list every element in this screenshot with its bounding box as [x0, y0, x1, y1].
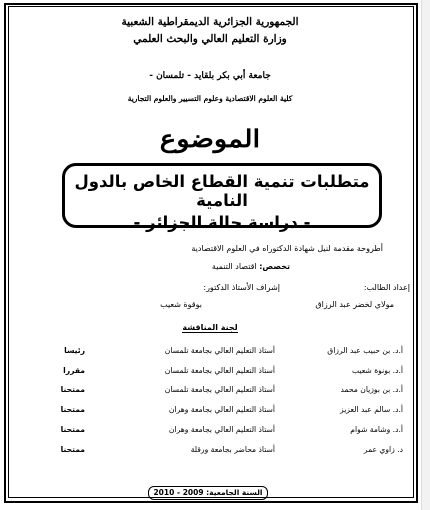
- member-name: أ.د. وشامة شوام: [350, 425, 403, 434]
- committee-title-text: لجنة المناقشة: [182, 323, 238, 332]
- student-label: إعداد الطالب:: [363, 283, 410, 292]
- member-role: ممتحنا: [60, 445, 85, 454]
- header-ministry: وزارة التعليم العالي والبحث العلمي: [133, 33, 287, 45]
- member-role: مقررا: [63, 366, 85, 375]
- thesis-note: أطروحة مقدمة لنيل شهادة الدكتوراه في العلوم الاقتصادية: [191, 244, 383, 253]
- student-name: مولاي لخضر عبد الرزاق: [315, 300, 394, 309]
- committee-row: [18, 346, 403, 364]
- specialization: [212, 262, 290, 271]
- supervisor-name: بوقوة شعيب: [160, 300, 202, 309]
- thesis-title: متطلبات تنمية القطاع الخاص بالدول النامية: [74, 172, 370, 210]
- committee-row: [18, 425, 403, 443]
- member-rank: أستاذ محاضر بجامعة ورقلة: [190, 445, 275, 454]
- member-rank: أستاذ التعليم العالي بجامعة وهران: [168, 405, 275, 414]
- member-role: ممتحنا: [60, 425, 85, 434]
- member-name: أ.د. سالم عبد العزيز: [340, 405, 403, 414]
- member-role: رئيسا: [64, 346, 85, 355]
- vertical-scrollbar[interactable]: [421, 0, 430, 510]
- member-rank: أستاذ التعليم العالي بجامعة تلمسان: [164, 385, 275, 394]
- member-rank: أستاذ التعليم العالي بجامعة تلمسان: [164, 366, 275, 375]
- specialization-value: اقتصاد التنمية: [211, 262, 257, 271]
- thesis-subtitle: - دراسة حالة الجزائر -: [133, 213, 311, 232]
- committee-row: [18, 445, 403, 463]
- committee-row: [18, 385, 403, 403]
- member-name: أ.د. بونوة شعيب: [352, 366, 403, 375]
- header-university: جامعة أبي بكر بلقايد - تلمسان -: [149, 71, 271, 81]
- supervisor-label: إشراف الأستاذ الدكتور:: [203, 283, 280, 292]
- committee-row: [18, 366, 403, 384]
- member-role: ممتحنا: [60, 405, 85, 414]
- committee-title: [0, 323, 420, 332]
- member-role: ممتحنا: [60, 385, 85, 394]
- member-rank: أستاذ التعليم العالي بجامعة تلمسان: [164, 346, 275, 355]
- topic-label: الموضوع: [159, 124, 261, 153]
- specialization-label: تخصص:: [259, 262, 290, 271]
- thesis-title-box: [62, 163, 382, 232]
- header-faculty: كلية العلوم الاقتصادية وعلوم التسيير والعلوم التجارية: [127, 94, 293, 103]
- academic-year: السنة الجامعية: 2009 - 2010: [148, 486, 268, 500]
- member-name: د. زاوي عمر: [363, 445, 403, 454]
- member-rank: أستاذ التعليم العالي بجامعة وهران: [168, 425, 275, 434]
- member-name: أ.د. بن حبيب عبد الرزاق: [327, 346, 403, 355]
- header-republic: الجمهورية الجزائرية الديمقراطية الشعبية: [121, 16, 299, 28]
- member-name: أ.د. بن بوزيان محمد: [340, 385, 403, 394]
- committee-row: [18, 405, 403, 423]
